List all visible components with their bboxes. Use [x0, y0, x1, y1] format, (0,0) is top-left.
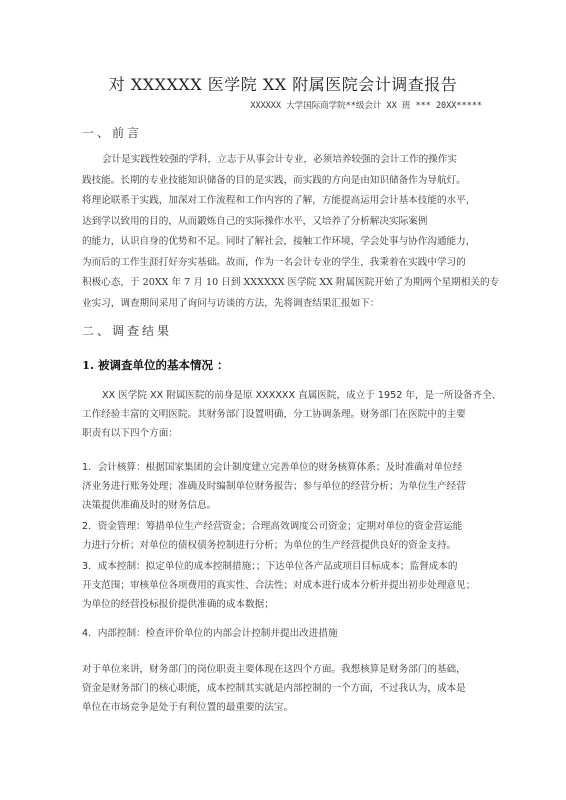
paragraph-line: 为单位的经营投标报价提供准确的成本数据； — [82, 599, 274, 611]
section-heading-preface: 一、前言 — [82, 126, 143, 140]
intro-paragraph — [82, 386, 502, 444]
paragraph-line: 开支范围；审核单位各项费用的真实性、合法性；对成本进行成本分析并提出初步处理意见； — [82, 580, 476, 592]
duty-item-accounting — [82, 458, 492, 516]
paragraph-line: 单位在市场竞争是处于有利位置的最重要的法宝。 — [82, 702, 294, 714]
paragraph-line: 的能力，认识自身的优势和不足。同时了解社会，接触工作环境，学会处事与协作沟通能力， — [82, 236, 476, 247]
paragraph-line: 将理论联系于实践，加深对工作流程和工作内容的了解，方能提高运用会计基本技能的水平， — [82, 195, 476, 206]
duty-item-funds — [82, 517, 492, 555]
document-byline: XXXXXX 大学国际商学院**级会计 XX 班 *** 20XX***** — [250, 101, 482, 111]
closing-paragraph — [82, 660, 492, 718]
paragraph-line: 1．会计核算：根据国家集团的会计制度建立完善单位的财务核算体系；及时准确对单位经 — [82, 462, 463, 473]
paragraph-line: 工作经验丰富的文明医院。其财务部门设置明确，分工协调条理。财务部门在医院中的主要 — [82, 409, 466, 421]
paragraph-line: 2．资金管理：筹措单位生产经营资金；合理高效调度公司资金；定期对单位的资金营运能 — [82, 521, 463, 532]
duty-item-internal-control — [82, 624, 492, 643]
document-title: 对 XXXXXX 医学院 XX 附属医院会计调查报告 — [108, 75, 458, 94]
preface-paragraph — [82, 150, 500, 314]
paragraph-line: 济业务进行账务处理；准确及时编制单位财务报告；参与单位的经营分析；为单位生产经营 — [82, 481, 466, 493]
paragraph-line: 达到学以致用的目的，从而鍛炼自己的实际操作水平，又培养了分析解决实际案例 — [82, 215, 428, 227]
paragraph-line: 资金是财务部门的核心职能，成本控制其实就是内部控制的一个方面，不过我认为，成本是 — [82, 683, 466, 695]
paragraph-line: 3．成本控制：拟定单位的成本控制措施；；下达单位各产品或项目目标成本；监督成本的 — [82, 561, 458, 572]
duty-item-cost-control — [82, 557, 492, 615]
paragraph-line: 践技能。长期的专业技能知识储备的目的是实践，而实践的方向是由知识储备作为导航灯。 — [82, 174, 466, 186]
section-heading-results: 二、调查结果 — [82, 324, 173, 338]
paragraph-line: 职责有以下四个方面： — [82, 428, 178, 440]
paragraph-line: 会计是实践性较强的学科，立志于从事会计专业，必须培养较强的会计工作的操作实 — [102, 154, 457, 165]
paragraph-line: 为而后的工作生涯打好夯实基础。故而，作为一名会计专业的学生，我秉着在实践中学习的 — [82, 256, 466, 268]
paragraph-line: 对于单位来讲，财务部门的岗位职责主要体现在这四个方面。我想核算是财务部门的基础， — [82, 664, 466, 675]
paragraph-line: 决策提供准确及时的财务信息。 — [82, 500, 217, 512]
subsection-heading-basic-info: 1. 被调查单位的基本情况 ： — [82, 358, 229, 372]
paragraph-line: 4．内部控制：检查评价单位的内部会计控制并提出改进措施 — [82, 628, 338, 639]
paragraph-line: 力进行分析；对单位的债权债务控制进行分析；为单位的生产经营提供良好的资金支持。 — [82, 540, 457, 552]
paragraph-line: 业实习，调查期间采用了询问与访谈的方法，先将调查结果汇报如下： — [82, 297, 380, 309]
paragraph-line: XX 医学院 XX 附属医院的前身是原 XXXXXX 直属医院，成立于 1952 年，是一所设备齐全、 — [102, 390, 502, 401]
paragraph-line: 积极心态，于 20XX 年 7 月 10 日到 XXXXXX 医学院 XX 附属医院开始了为期两个星期相关的专 — [82, 277, 500, 288]
